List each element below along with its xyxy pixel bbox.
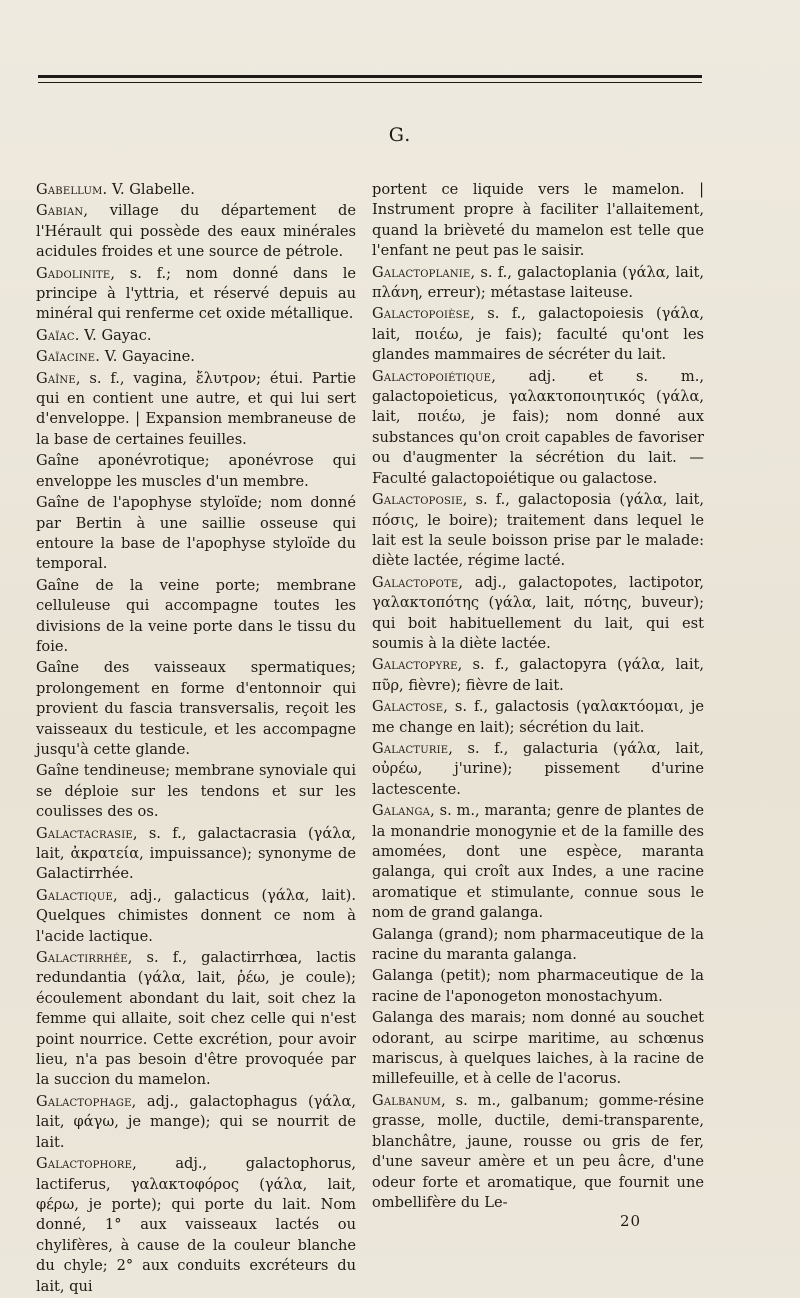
headword: Galactose (372, 698, 444, 716)
entry-text: , s. f., galactoplania (γάλα, lait, πλάνη, erreur); métastase laiteuse. (372, 263, 704, 302)
entry-text: , s. m., maranta; genre de plantes de la monandrie monogynie et de la famille des amomées, dont une espèce, maranta galanga, qui croît aux Indes, a une racine aromatique et stimulante, connue sous le nom de grand galanga. (372, 802, 704, 922)
headword: Gaïac. (36, 326, 80, 344)
dictionary-entry (372, 573, 704, 655)
entry-text: , s. f., galactacrasia (γάλα, lait, ἀκρατεία, impuissance); synonyme de Galactirrhée. (36, 824, 356, 883)
dictionary-entry (36, 761, 356, 822)
dictionary-entry (372, 1008, 704, 1090)
headword: Galactopoiétique (372, 367, 492, 385)
headword: Galanga (372, 802, 431, 820)
header-rule-thin (38, 82, 702, 83)
headword: Galacturie (372, 739, 449, 757)
entry-text: portent ce liquide vers le mamelon. | Instrument propre à faciliter l'allaitement, quand la brièveté du mamelon est telle que l'enfant ne peut pas le saisir. (372, 181, 704, 260)
entry-text: , s. f., vagina, ἔλυτρον; étui. Partie qui en contient une autre, et qui lui sert d'enveloppe. | Expansion membraneuse de la base de certaines feuilles. (36, 369, 356, 448)
page-number: 20 (620, 1212, 642, 1230)
entry-text: V. Glabelle. (107, 181, 195, 198)
headword: Galactophage (36, 1092, 132, 1110)
dictionary-entry (372, 1091, 704, 1213)
dictionary-entry (372, 697, 704, 738)
entry-text: Gaîne aponévrotique; aponévrose qui enveloppe les muscles d'un membre. (36, 452, 356, 490)
dictionary-entry (372, 925, 704, 966)
headword: Galactacrasie (36, 824, 133, 842)
headword: Galactirrhée (36, 949, 128, 967)
dictionary-entry (372, 367, 704, 489)
entry-text: , s. f., galactosis (γαλακτόομαι, je me change en lait); sécrétion du lait. (372, 698, 704, 736)
headword: Gaïacine. (36, 348, 101, 366)
dictionary-entry (36, 180, 356, 200)
entry-text: , adj., galactopotes, lactipotor, γαλακτοπότης (γάλα, lait, πότης, buveur); qui boit habituellement du lait, qui est soumis à la diète lactée. (372, 573, 704, 652)
entry-text: , adj. et s. m., galactopoieticus, γαλακτοποιητικός (γάλα, lait, ποιέω, je fais); nom donné aux substances qu'on croit capables de favoriser ou d'augmenter la sécrétion du lait. —Faculté galactopoiétique ou galactose. (372, 367, 704, 487)
dictionary-entry (36, 1154, 356, 1297)
headword: Galbanum (372, 1091, 442, 1109)
entry-text: Galanga des marais; nom donné au souchet odorant, au scirpe maritime, au schœnus mariscus, à quelques laiches, à la racine de millefeuille, et à celle de l'acorus. (372, 1009, 704, 1088)
dictionary-entry (372, 739, 704, 800)
entry-text: , s. m., galbanum; gomme-résine grasse, molle, ductile, demi-transparente, blanchâtre, jaune, rousse ou gris de fer, d'une saveur amère et un peu âcre, d'une odeur forte et aromatique, que fournit une ombellifère du Le- (372, 1091, 704, 1211)
headword: Gadolinite (36, 264, 111, 282)
headword: Galactique (36, 886, 113, 904)
dictionary-entry (36, 576, 356, 658)
dictionary-entry (372, 180, 704, 262)
right-column (372, 180, 704, 1214)
dictionary-entry (372, 304, 704, 365)
entry-text: Galanga (petit); nom pharmaceutique de la racine de l'aponogeton monostachyum. (372, 967, 704, 1005)
dictionary-entry (36, 369, 356, 451)
headword: Gabian (36, 202, 84, 220)
headword: Gaîne (36, 369, 76, 387)
left-column (36, 180, 356, 1298)
section-letter: G. (388, 124, 412, 146)
headword: Galactopyre (372, 656, 458, 674)
dictionary-entry (372, 655, 704, 696)
entry-text: , s. f., galactopoiesis (γάλα, lait, ποιέω, je fais); faculté qu'ont les glandes mammaires de sécréter du lait. (372, 305, 704, 364)
entry-text: Gaîne tendineuse; membrane synoviale qui se déploie sur les tendons et sur les coulisses des os. (36, 762, 356, 821)
dictionary-entry (36, 1092, 356, 1153)
entry-text: , adj., galactophorus, lactiferus, γαλακτοφόρος (γάλα, lait, φέρω, je porte); qui porte du lait. Nom donné, 1° aux vaisseaux lactés ou chylifères, à cause de la couleur blanche du chyle; 2° aux conduits excréteurs du lait, qui (36, 1155, 356, 1295)
entry-text: Gaîne des vaisseaux spermatiques; prolongement en forme d'entonnoir qui provient du fascia transversalis, reçoit les vaisseaux du testicule, et les accompagne jusqu'à cette glande. (36, 659, 356, 758)
entry-text: V. Gayacine. (100, 348, 195, 366)
dictionary-entry (36, 326, 356, 346)
entry-text: , adj., galactophagus (γάλα, lait, φάγω, je mange); qui se nourrit de lait. (36, 1092, 356, 1151)
entry-text: , adj., galacticus (γάλα, lait). Quelques chimistes donnent ce nom à l'acide lactique. (36, 886, 356, 945)
dictionary-entry (372, 490, 704, 572)
entry-text: , s. f.; nom donné dans le principe à l'yttria, et réservé depuis au minéral qui renferme cet oxide métallique. (36, 264, 356, 323)
dictionary-entry (36, 201, 356, 262)
entry-text: , s. f., galacturia (γάλα, lait, οὐρέω, j'urine); pissement d'urine lactescente. (372, 739, 704, 798)
dictionary-entry (372, 966, 704, 1007)
dictionary-entry (36, 451, 356, 492)
dictionary-entry (36, 264, 356, 325)
header-rule-thick (38, 75, 702, 78)
entry-text: Gaîne de l'apophyse styloïde; nom donné par Bertin à une saillie osseuse qui entoure la base de l'apophyse styloïde du temporal. (36, 494, 356, 573)
dictionary-entry (36, 493, 356, 575)
entry-text: Gaîne de la veine porte; membrane celluleuse qui accompagne toutes les divisions de la veine porte dans le tissu du foie. (36, 576, 356, 655)
headword: Galactoplanie (372, 263, 471, 281)
dictionary-entry (36, 658, 356, 760)
headword: Galactophore (36, 1155, 133, 1173)
dictionary-entry (36, 948, 356, 1091)
headword: Gabellum. (36, 181, 108, 198)
headword: Galactopote (372, 573, 459, 591)
entry-text: , village du département de l'Hérault qui possède des eaux minérales acidules froides et une source de pétrole. (36, 202, 356, 261)
dictionary-entry (36, 347, 356, 367)
entry-text: , s. f., galactoposia (γάλα, lait, πόσις, le boire); traitement dans lequel le lait est la seule boisson prise par le malade: diète lactée, régime lacté. (372, 491, 704, 570)
dictionary-entry (372, 263, 704, 304)
entry-text: Galanga (grand); nom pharmaceutique de la racine du maranta galanga. (372, 925, 704, 964)
headword: Galactopoièse (372, 305, 471, 323)
entry-text: , s. f., galactopyra (γάλα, lait, πῦρ, fièvre); fièvre de lait. (372, 656, 704, 694)
dictionary-entry (36, 886, 356, 947)
headword: Galactoposie (372, 491, 463, 509)
dictionary-entry (36, 824, 356, 885)
entry-text: V. Gayac. (79, 326, 152, 344)
dictionary-entry (372, 801, 704, 923)
entry-text: , s. f., galactirrhœa, lactis redundantia (γάλα, lait, ῥέω, je coule); écoulement abondant du lait, soit chez la femme qui allaite, soit chez celle qui n'est point nourrice. Cette excrétion, pour avoir lieu, n'a pas besoin d'être provoquée par la succion du mamelon. (36, 949, 356, 1089)
